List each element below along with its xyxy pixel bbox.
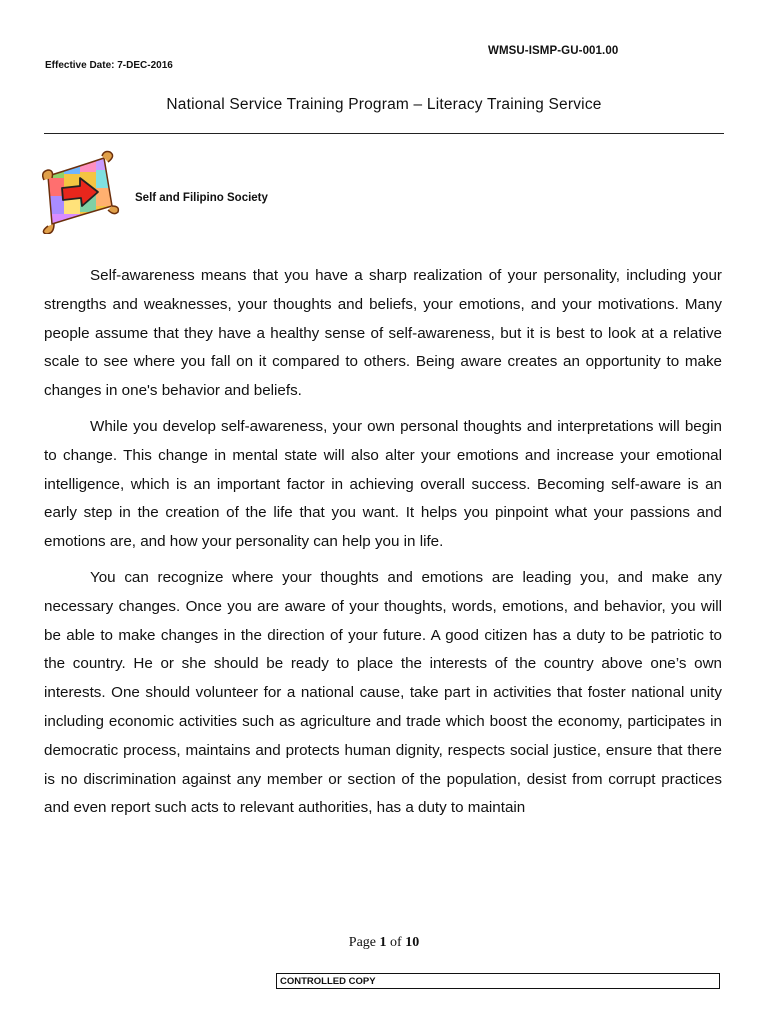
page-of: of [390, 935, 402, 950]
effective-date: Effective Date: 7-DEC-2016 [45, 60, 173, 71]
program-title: National Service Training Program – Literacy Training Service [166, 96, 602, 113]
page-current: 1 [379, 935, 387, 950]
body-text [44, 262, 722, 830]
document-code: WMSU-ISMP-GU-001.00 [488, 45, 619, 57]
page-word: Page [348, 935, 377, 950]
page-number [0, 935, 768, 951]
arrow-scroll-icon [34, 150, 122, 234]
controlled-copy-box: CONTROLLED COPY [276, 973, 720, 989]
paragraph: Self-awareness means that you have a sharp realization of your personality, including your strengths and weaknesses, your thoughts and beliefs, your emotions, and your motivations. Many people assume that they have a healthy sense of self-awareness, but it is best to look at a relative scale to see where you fall on it compared to others. Being aware creates an opportunity to make changes in one's behavior and beliefs. [44, 267, 722, 400]
paragraph: While you develop self-awareness, your own personal thoughts and interpretations will begin to change. This change in mental state will also alter your emotions and increase your emotional intelligence, which is an important factor in achieving overall success. Becoming self-aware is an early step in the creation of the life that you want. It helps you pinpoint what your passions and emotions are, and how your personality can help you in life. [44, 417, 722, 551]
section-title: Self and Filipino Society [135, 192, 268, 204]
header-divider [44, 133, 724, 134]
page-total: 10 [405, 935, 420, 950]
paragraph: You can recognize where your thoughts and emotions are leading you, and make any necessary changes. Once you are aware of your thoughts, words, emotions, and behavior, you will be able to make changes in the direction of your future. A good citizen has a duty to be patriotic to the country. He or she should be ready to place the interests of the country above one’s own interests. One should volunteer for a national cause, take part in activities that foster national unity including economic activities such as agriculture and trade which boost the economy, participates in democratic process, maintains and protects human dignity, respects social justice, ensure that there is no discrimination against any member or section of the population, desist from corrupt practices and even report such acts to relevant authorities, has a duty to maintain [44, 568, 722, 817]
